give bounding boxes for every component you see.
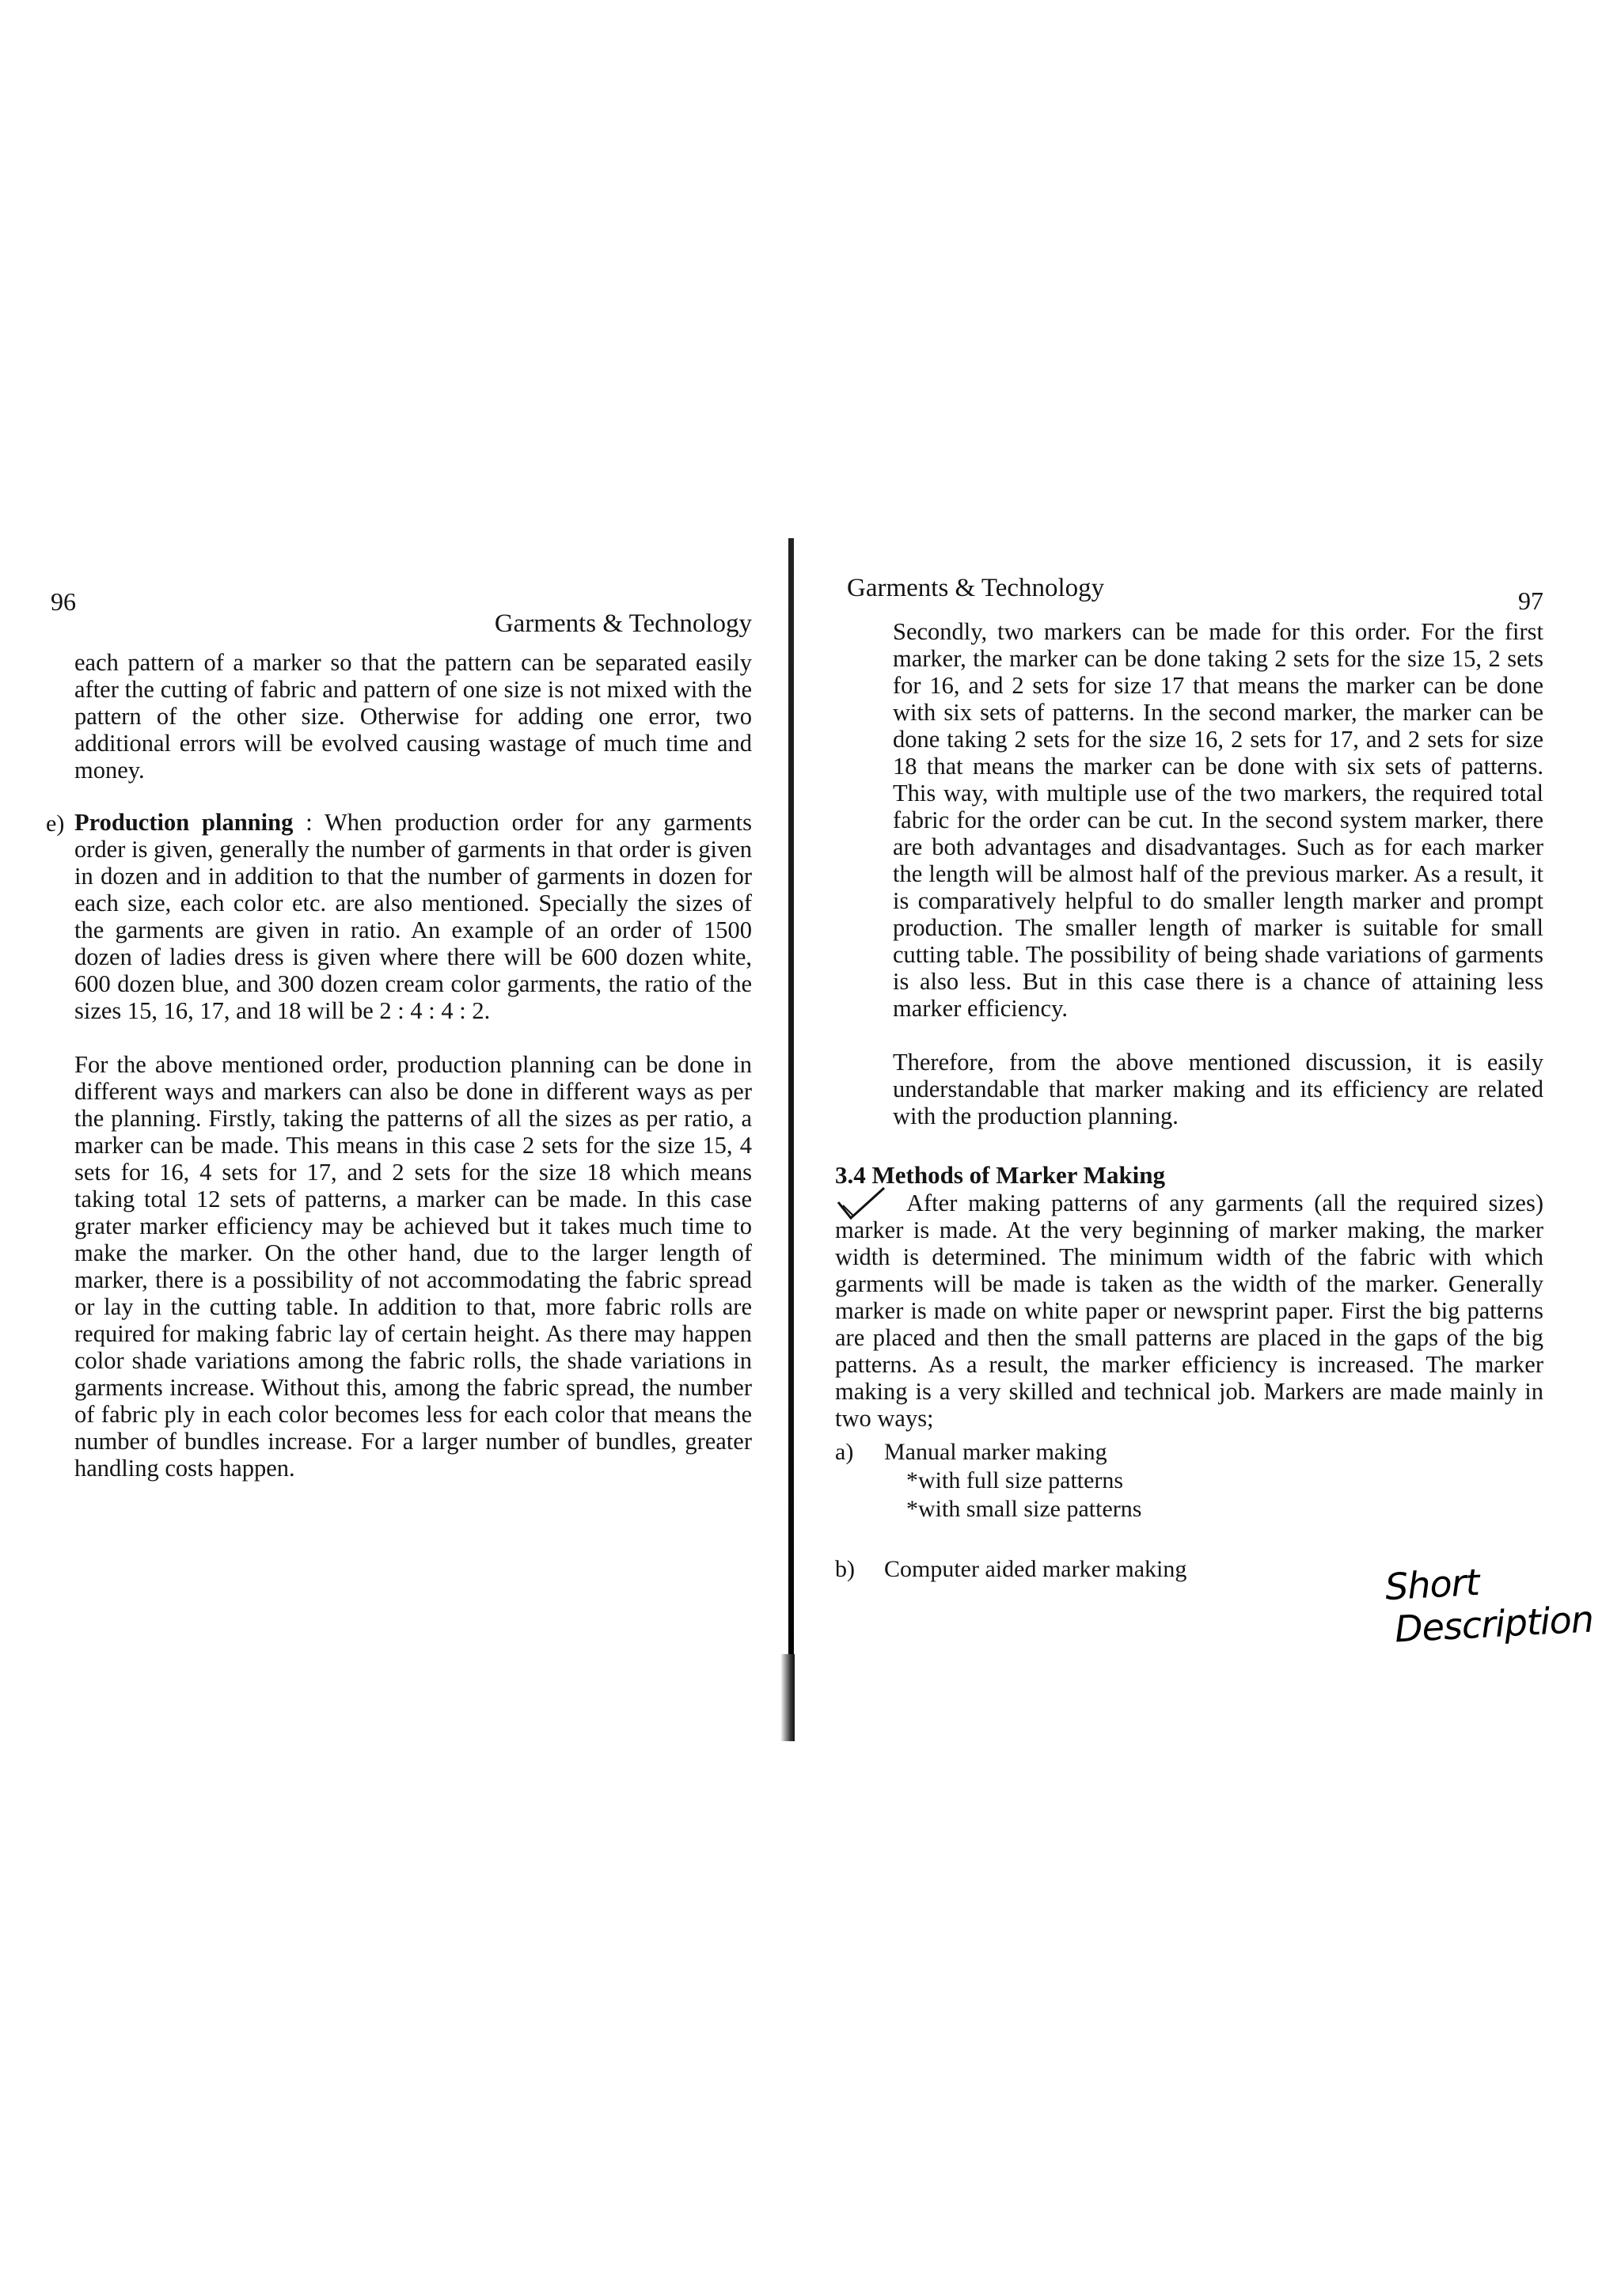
- item-letter: e): [46, 810, 65, 837]
- item-text: When production order for any garments order is given, generally the number of garments in that order is given in dozen and in addition to that the number of garments in dozen for each size, each color etc. are also mentioned. Specially the sizes of the garments are given in ratio. An example of an order of 1500 dozen of ladies dress is given where there will be 600 dozen white, 600 dozen blue, and 300 dozen cream color garments, the ratio of the sizes 15, 16, 17, and 18 will be 2 : 4 : 4 : 2.: [74, 809, 752, 1024]
- handwritten-note: Description: [1393, 1597, 1595, 1651]
- paragraph: After making patterns of any garments (all the required sizes) marker is made. At the very beginning of marker making, the marker width is determined. The minimum width of the fabric with which garments will be made is taken as the width of the marker. Generally marker is made on white paper or newsprint paper. First the big patterns are placed and then the small patterns are placed in the gaps of the big patterns. As a result, the marker efficiency is increased. The marker making is a very skilled and technical job. Markers are made mainly in two ways;: [835, 1190, 1543, 1432]
- list-subitem: *with full size patterns: [906, 1467, 1124, 1493]
- list-item-b: b) Computer aided marker making: [835, 1556, 1187, 1582]
- handwritten-note: Short: [1384, 1560, 1480, 1609]
- page-number: 97: [1518, 586, 1543, 615]
- running-head: Garments & Technology: [494, 609, 752, 638]
- list-item-a: a) Manual marker making: [835, 1439, 1107, 1465]
- section-heading: 3.4 Methods of Marker Making: [835, 1161, 1543, 1190]
- running-head: Garments & Technology: [847, 574, 1105, 602]
- paragraph: Therefore, from the above mentioned discussion, it is easily understandable that marker making and its efficiency are related with the production planning.: [893, 1049, 1543, 1129]
- check-mark-icon: [835, 1185, 890, 1224]
- left-page: [47, 586, 752, 1482]
- paragraph: Secondly, two markers can be made for this order. For the first marker, the marker can be done taking 2 sets for the size 15, 2 sets for 16, and 2 sets for size 17 that means the marker can be done with six sets of patterns. In the second marker, the marker can be done taking 2 sets for the size 16, 2 sets for 17, and 2 sets for size 18 that means the marker can be done with six sets of patterns. This way, with multiple use of the two markers, the required total fabric for the order can be cut. In the second system marker, there are both advantages and disadvantages. Such as for each marker the length will be almost half of the previous marker. As a result, it is comparatively helpful to do smaller length marker and prompt production. The smaller length of marker is suitable for small cutting table. The possibility of being shade variations of garments is also less. But in this case there is a chance of attaining less marker efficiency.: [893, 618, 1543, 1022]
- method-list: [835, 1438, 1543, 1584]
- left-page-header: [47, 586, 752, 638]
- list-item-e: [46, 809, 752, 1024]
- list-subitem: *with small size patterns: [906, 1496, 1142, 1522]
- page-gutter: [788, 538, 794, 1733]
- gutter-shadow: [780, 1654, 795, 1741]
- paragraph: For the above mentioned order, production planning can be done in different ways and markers can also be done in different ways as per the planning. Firstly, taking the patterns of all the sizes as per ratio, a marker can be made. This means in this case 2 sets for the size 15, 4 sets for 16, 4 sets for 17, and 2 sets for the size 18 which means taking total 12 sets of patterns, a marker can be made. In this case grater marker efficiency may be achieved but it takes much time to make the marker. On the other hand, due to the larger length of marker, there is a possibility of not accommodating the fabric spread or lay in the cutting table. In addition to that, more fabric rolls are required for making fabric lay of certain height. As there may happen color shade variations among the fabric rolls, the shade variations in garments increase. Without this, among the fabric spread, the number of fabric ply in each color becomes less for each color that means the number of bundles increase. For a larger number of bundles, greater handling costs happen.: [74, 1051, 752, 1482]
- item-title: Production planning: [74, 809, 294, 836]
- page-number: 96: [51, 587, 76, 616]
- right-page-header: [831, 574, 1543, 621]
- paragraph: each pattern of a marker so that the pattern can be separated easily after the cutting of fabric and pattern of one size is not mixed with the pattern of the other size. Otherwise for adding one error, two additional errors will be evolved causing wastage of much time and money.: [74, 649, 752, 784]
- paragraph: Production planning : When production order for any garments order is given, generally the number of garments in that order is given in dozen and in addition to that the number of garments in dozen for each size, each color etc. are also mentioned. Specially the sizes of the garments are given in ratio. An example of an order of 1500 dozen of ladies dress is given where there will be 600 dozen white, 600 dozen blue, and 300 dozen cream color garments, the ratio of the sizes 15, 16, 17, and 18 will be 2 : 4 : 4 : 2.: [74, 809, 752, 1024]
- right-page: [831, 574, 1543, 1584]
